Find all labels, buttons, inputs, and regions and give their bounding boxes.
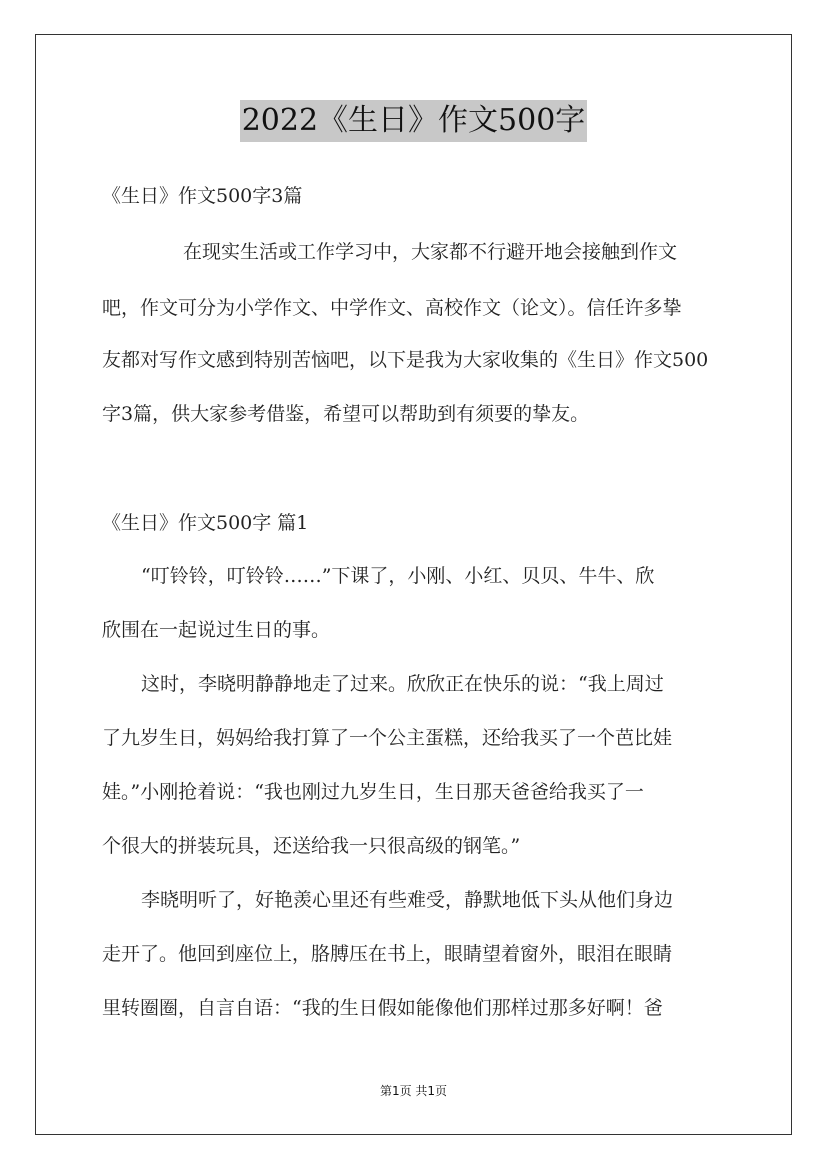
body-line: 李晓明听了，好艳羡心里还有些难受，静默地低下头从他们身边 (141, 889, 674, 911)
body-line: 走开了。他回到座位上，胳膊压在书上，眼睛望着窗外，眼泪在眼睛 (102, 943, 673, 965)
section-heading: 《生日》作文500字 篇1 (102, 512, 309, 534)
intro-line: 吧，作文可分为小学作文、中学作文、高校作文（论文）。信任许多挚 (102, 297, 682, 319)
document-subtitle: 《生日》作文500字3篇 (102, 185, 303, 207)
page-footer (0, 1082, 827, 1099)
body-line: 欣围在一起说过生日的事。 (102, 619, 331, 641)
document-title: 2022《生日》作文500字 (240, 100, 588, 142)
title-container (0, 100, 827, 142)
body-line: 了九岁生日，妈妈给我打算了一个公主蛋糕，还给我买了一个芭比娃 (102, 727, 673, 749)
page-number: 第1页 共1页 (379, 1084, 448, 1098)
body-line: 娃。”小刚抢着说：“我也刚过九岁生日，生日那天爸爸给我买了一 (102, 781, 644, 803)
body-line: 这时，李晓明静静地走了过来。欣欣正在快乐的说：“我上周过 (141, 673, 664, 695)
body-line: “叮铃铃，叮铃铃……”下课了，小刚、小红、贝贝、牛牛、欣 (141, 565, 655, 587)
body-line: 个很大的拼装玩具，还送给我一只很高级的钢笔。” (102, 835, 521, 857)
body-line: 里转圈圈，自言自语：“我的生日假如能像他们那样过那多好啊！爸 (102, 997, 663, 1019)
intro-line: 友都对写作文感到特别苦恼吧，以下是我为大家收集的《生日》作文500 (102, 349, 709, 371)
intro-line: 字3篇，供大家参考借鉴，希望可以帮助到有须要的挚友。 (102, 403, 590, 425)
intro-line: 在现实生活或工作学习中，大家都不行避开地会接触到作文 (183, 241, 678, 263)
